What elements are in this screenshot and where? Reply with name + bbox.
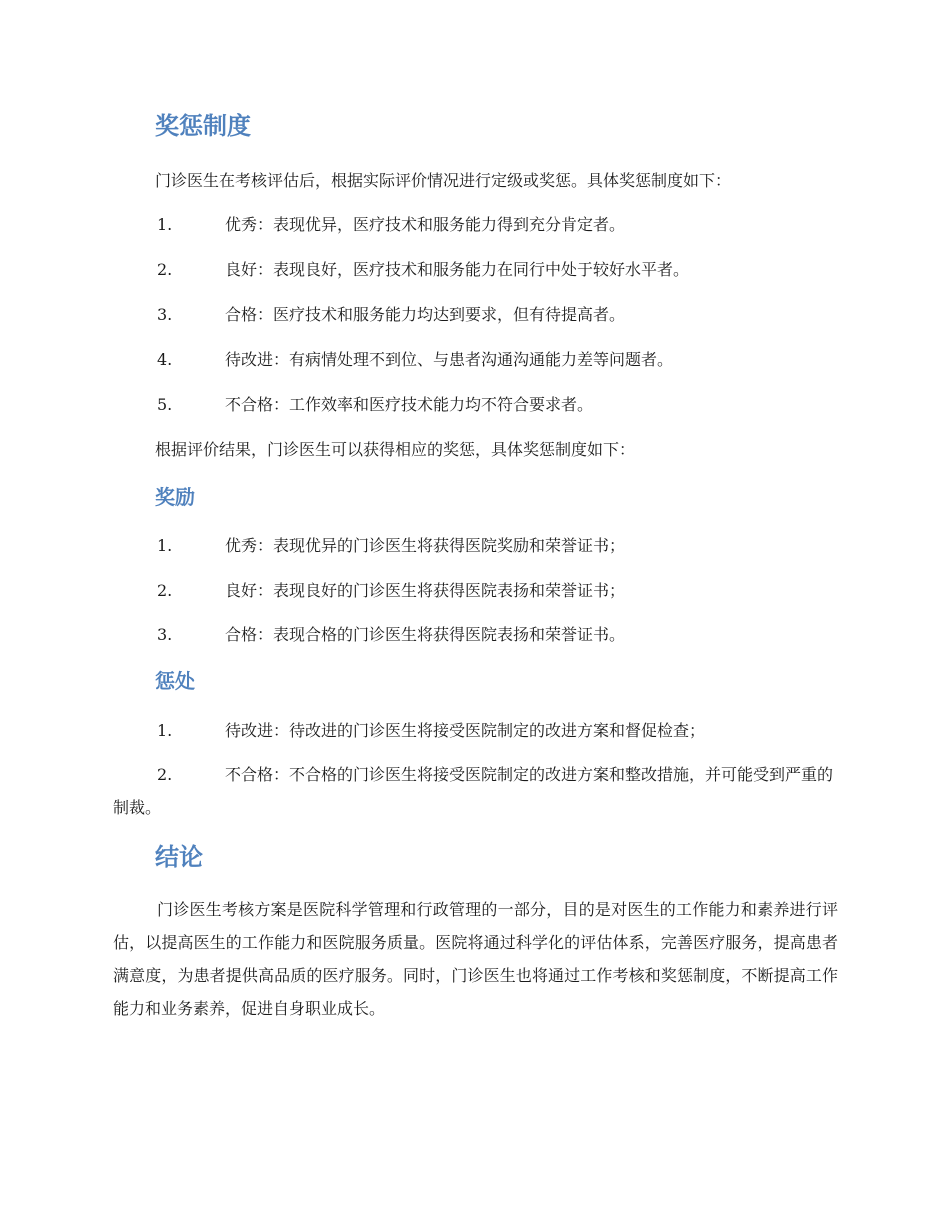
list-text: 待改进：有病情处理不到位、与患者沟通沟通能力差等问题者。: [225, 350, 674, 369]
reward-item: [157, 580, 625, 602]
list-text: 合格：表现合格的门诊医生将获得医院表扬和荣誉证书。: [225, 625, 626, 644]
section-title-punish: 惩处: [155, 669, 195, 693]
list-number: 2.: [157, 260, 173, 279]
level-item: [157, 304, 625, 326]
list-number: 2.: [157, 581, 173, 600]
intro-paragraph: 门诊医生在考核评估后，根据实际评价情况进行定级或奖惩。具体奖惩制度如下：: [155, 171, 732, 190]
list-text: 合格：医疗技术和服务能力均达到要求，但有待提高者。: [225, 305, 626, 324]
list-number: 1.: [157, 721, 173, 740]
conclusion-paragraph: 门诊医生考核方案是医院科学管理和行政管理的一部分，目的是对医生的工作能力和素养进行评估，以提高医生的工作能力和医院服务质量。医院将通过科学化的评估体系，完善医疗服务，提高患者满意度，为患者提供高品质的医疗服务。同时，门诊医生也将通过工作考核和奖惩制度，不断提高工作能力和业务素养，促进自身职业成长。: [113, 900, 838, 1018]
list-number: 4.: [157, 350, 173, 369]
section-title-reward-punish: 奖惩制度: [155, 112, 251, 140]
punish-item: [157, 720, 705, 742]
list-text: 良好：表现良好，医疗技术和服务能力在同行中处于较好水平者。: [225, 260, 690, 279]
list-number: 1.: [157, 215, 173, 234]
level-item: [157, 394, 593, 416]
list-text: 优秀：表现优异的门诊医生将获得医院奖励和荣誉证书；: [225, 536, 626, 555]
level-item: [157, 259, 689, 281]
reward-item: [157, 624, 625, 646]
list-text: 待改进：待改进的门诊医生将接受医院制定的改进方案和督促检查；: [225, 721, 706, 740]
reward-item: [157, 535, 625, 557]
list-text: 不合格：工作效率和医疗技术能力均不符合要求者。: [225, 395, 594, 414]
list-text: 不合格：不合格的门诊医生将接受医院制定的改进方案和整改措施，并可能受到严重的制裁。: [113, 765, 834, 817]
after-paragraph: 根据评价结果，门诊医生可以获得相应的奖惩，具体奖惩制度如下：: [155, 440, 636, 459]
list-number: 2.: [157, 765, 173, 784]
list-text: 优秀：表现优异，医疗技术和服务能力得到充分肯定者。: [225, 215, 626, 234]
level-item: [157, 214, 625, 236]
level-item: [157, 349, 673, 371]
list-text: 良好：表现良好的门诊医生将获得医院表扬和荣誉证书；: [225, 581, 626, 600]
list-number: 3.: [157, 305, 173, 324]
list-number: 1.: [157, 536, 173, 555]
list-number: 5.: [157, 395, 173, 414]
punish-item: [113, 758, 838, 824]
section-title-conclusion: 结论: [155, 843, 203, 871]
list-number: 3.: [157, 625, 173, 644]
section-title-reward: 奖励: [155, 485, 195, 509]
